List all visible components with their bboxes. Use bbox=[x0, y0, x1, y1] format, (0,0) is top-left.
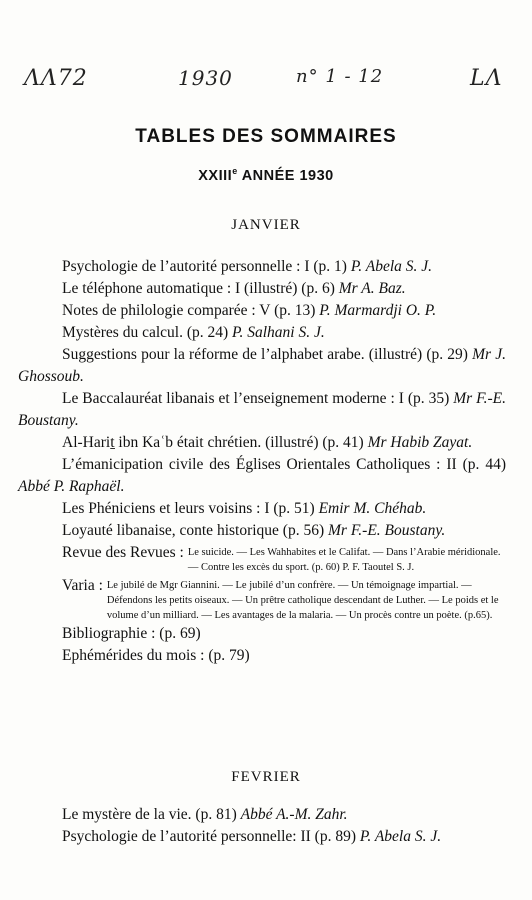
fevrier-entries bbox=[18, 804, 506, 848]
toc-entry: Al-Hariṯ ibn Kaʿb était chrétien. (illustré) (p. 41) Mr Habib Zayat. bbox=[62, 434, 473, 451]
bibliographie-entry: Bibliographie : (p. 69) bbox=[62, 625, 201, 642]
toc-entry: Le téléphone automatique : I (illustré) (p. 6) Mr A. Baz. bbox=[62, 280, 406, 297]
varia-body: Le jubilé de Mgr Giannini. — Le jubilé d’un confrère. — Un témoignage impartial. — Défendons les petits oiseaux. — Un prêtre catholique descendant de Luther. — Le poids et le volume d’un milliard. — Les avantages de la malaria. — Un procès contre un poète. (p.65). bbox=[106, 580, 499, 621]
revue-body: Le suicide. — Les Wahhabites et le Califat. — Dans l’Arabie méridionale. — Contre les excès du sport. (p. 60) P. F. Taoutel S. J. bbox=[187, 547, 501, 573]
entry-author: P. Marmardji O. P. bbox=[319, 302, 437, 319]
toc-entry: Le Baccalauréat libanais et l’enseignement moderne : I (p. 35) Mr F.-E. Boustany. bbox=[18, 390, 506, 429]
entry-author: Mr A. Baz. bbox=[338, 280, 406, 297]
toc-entry: Loyauté libanaise, conte historique (p. 56) Mr F.-E. Boustany. bbox=[62, 522, 446, 539]
entry-author: Abbé A.-M. Zahr. bbox=[240, 806, 348, 823]
revue-label: Revue des Revues : bbox=[62, 544, 184, 561]
volume-suffix: e bbox=[232, 166, 238, 176]
entry-author: Mr F.-E. Boustany. bbox=[328, 522, 446, 539]
page-subtitle bbox=[0, 166, 532, 184]
entry-author: P. Abela S. J. bbox=[359, 828, 442, 845]
entry-author: Emir M. Chéhab. bbox=[318, 500, 427, 517]
toc-entry: Suggestions pour la réforme de l’alphabet arabe. (illustré) (p. 29) Mr J. Ghossoub. bbox=[18, 346, 506, 385]
handwritten-issue-numbers: n° 1 - 12 bbox=[296, 66, 384, 87]
year-label: ANNÉE 1930 bbox=[237, 167, 334, 184]
month-heading-janvier: JANVIER bbox=[231, 217, 301, 233]
entry-author: Mr Habib Zayat. bbox=[367, 434, 473, 451]
entry-author: Abbé P. Raphaël. bbox=[18, 478, 125, 495]
toc-entry: Mystères du calcul. (p. 24) P. Salhani S. J. bbox=[62, 324, 325, 341]
page-title: TABLES DES SOMMAIRES bbox=[135, 126, 397, 147]
varia-label: Varia : bbox=[62, 577, 103, 594]
ephemerides-entry: Ephémérides du mois : (p. 79) bbox=[62, 647, 250, 664]
toc-entry: Notes de philologie comparée : V (p. 13) P. Marmardji O. P. bbox=[62, 302, 437, 319]
toc-entry: Psychologie de l’autorité personnelle: II (p. 89) P. Abela S. J. bbox=[62, 828, 442, 845]
handwritten-year: 1930 bbox=[178, 66, 233, 90]
revue-des-revues bbox=[18, 542, 506, 575]
entry-author: Mr J. Ghossoub. bbox=[18, 346, 506, 385]
month-heading-fevrier: FEVRIER bbox=[231, 769, 301, 785]
toc-entry: Le mystère de la vie. (p. 81) Abbé A.-M. Zahr. bbox=[62, 806, 348, 823]
handwritten-reference: ΛΛ72 bbox=[24, 66, 88, 91]
janvier-entries bbox=[18, 256, 506, 667]
varia bbox=[18, 575, 506, 623]
entry-author: Mr F.-E. Boustany. bbox=[18, 390, 506, 429]
handwritten-volume: LΛ bbox=[470, 66, 503, 91]
toc-entry: Psychologie de l’autorité personnelle : I (p. 1) P. Abela S. J. bbox=[62, 258, 433, 275]
volume-number: XXIII bbox=[198, 167, 233, 184]
entry-author: P. Abela S. J. bbox=[350, 258, 433, 275]
entry-author: P. Salhani S. J. bbox=[232, 324, 325, 341]
toc-entry: Les Phéniciens et leurs voisins : I (p. 51) Emir M. Chéhab. bbox=[62, 500, 427, 517]
toc-entry: L’émanicipation civile des Églises Orientales Catholiques : II (p. 44) Abbé P. Raphaël. bbox=[18, 456, 506, 495]
